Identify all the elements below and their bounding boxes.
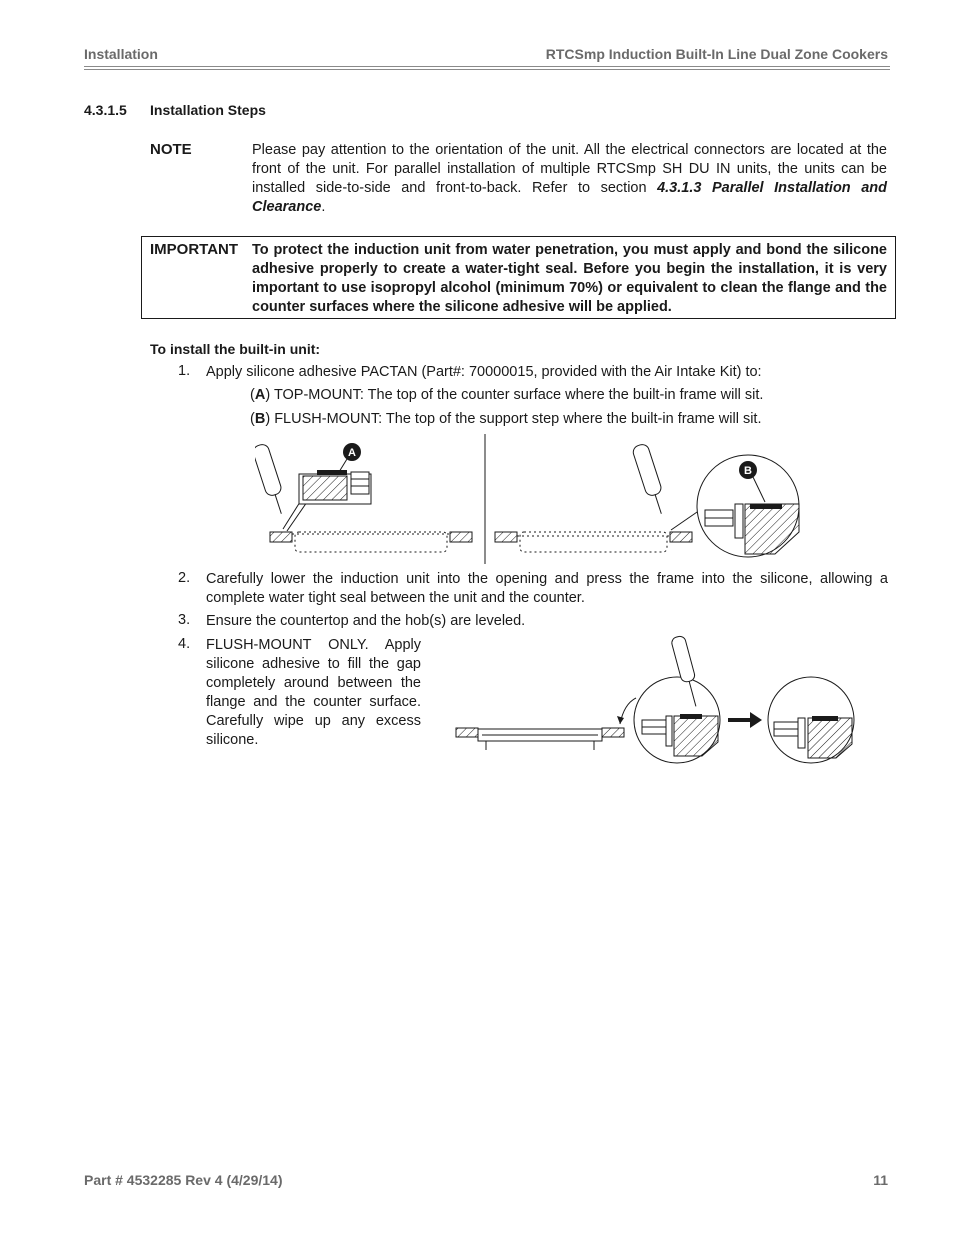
header-rule — [84, 66, 890, 67]
header-doc-title: RTCSmp Induction Built-In Line Dual Zone Cookers — [545, 46, 888, 62]
step-text: FLUSH-MOUNT ONLY. Apply silicone adhesive to fill the gap completely around between the flange and the counter surface. Carefully wipe up any excess silicone. — [206, 637, 421, 748]
unit-outline — [520, 532, 667, 552]
important-text: To protect the induction unit from water penetration, you must apply and bond the silicone adhesive properly to create a water-tight seal. Before you begin the installation, it is very important to use isopropyl alcohol (minimum 70%) or equivalent to clean the flange and the counter surfaces where the silicone adhesive will be applied. — [252, 242, 887, 315]
silicone-gun-icon — [631, 443, 668, 516]
note-body: Please pay attention to the orientation of the unit. All the electrical connectors are located at the front of the unit. For parallel installation of multiple RTCSmp SH DU IN units, the units can be installed side-to-side and front-to-back. Refer to section — [252, 142, 887, 196]
important-label: IMPORTANT — [150, 241, 239, 258]
top-mount-diagram — [255, 443, 472, 552]
step-text: Apply silicone adhesive PACTAN (Part#: 70000015, provided with the Air Intake Kit) to: — [206, 364, 762, 380]
silicone-application-figure — [255, 432, 815, 568]
note-end: . — [321, 199, 326, 215]
footer-part-number: Part # 4532285 Rev 4 (4/29/14) — [84, 1172, 283, 1188]
step-number: 4. — [178, 636, 191, 652]
section-title: Installation Steps — [150, 102, 266, 118]
procedure-title: To install the built-in unit: — [150, 341, 321, 357]
arrow-right-icon — [728, 712, 762, 728]
counter-right-section — [670, 532, 692, 542]
step-number: 3. — [178, 612, 191, 628]
callout-a-label: A — [348, 447, 356, 459]
sub-item-letter: A — [254, 387, 266, 403]
callout-b-label: B — [744, 465, 752, 477]
footer-page-number: 11 — [873, 1172, 888, 1188]
step-text: Carefully lower the induction unit into the opening and press the frame into the silicone, allowing a complete water tight seal between the unit and the counter. — [206, 571, 888, 606]
note-text — [252, 141, 887, 217]
sub-item-top-mount: (A) TOP-MOUNT: The top of the counter surface where the built-in frame will sit. — [250, 387, 764, 403]
sub-item-letter: B — [254, 411, 266, 427]
note-section-reference[interactable]: 4.3.1.3 Parallel Installation and Clearance — [252, 180, 887, 215]
step-number: 2. — [178, 570, 191, 586]
counter-left-section — [456, 728, 478, 737]
counter-right-section — [602, 728, 624, 737]
silicone-gun-icon — [255, 443, 289, 516]
sub-item-text: FLUSH-MOUNT: The top of the support step where the built-in frame will sit. — [270, 411, 762, 427]
flush-mount-diagram — [495, 443, 799, 557]
header-section: Installation — [84, 46, 158, 62]
section-number: 4.3.1.5 — [84, 102, 127, 118]
step-number: 1. — [178, 363, 191, 379]
note-label: NOTE — [150, 141, 192, 158]
counter-left-section — [495, 532, 517, 542]
counter-right-section — [450, 532, 472, 542]
sub-item-flush-mount: (B) FLUSH-MOUNT: The top of the support step where the built-in frame will sit. — [250, 411, 762, 427]
counter-left-section — [270, 532, 292, 542]
sub-item-text: TOP-MOUNT: The top of the counter surface where the built-in frame will sit. — [270, 387, 764, 403]
step-text: Ensure the countertop and the hob(s) are leveled. — [206, 613, 526, 629]
unit-outline — [295, 532, 447, 552]
flush-mount-gap-figure — [452, 632, 860, 768]
header-rule-double — [84, 69, 890, 70]
